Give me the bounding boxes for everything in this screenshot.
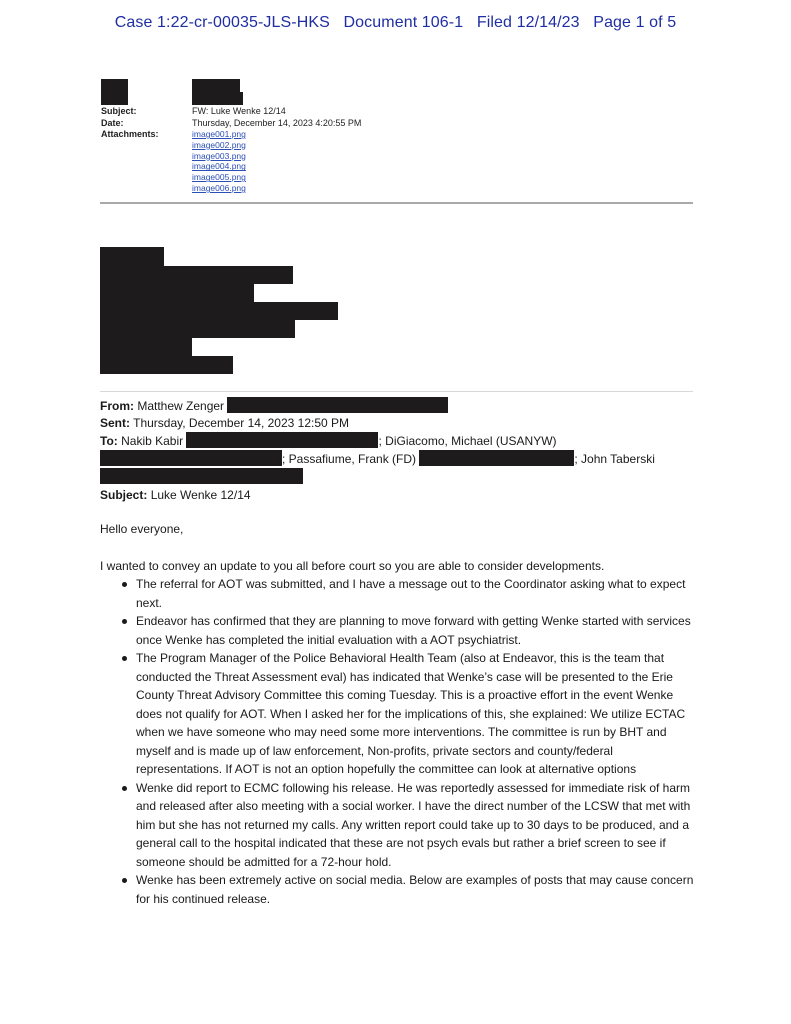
to-row — [100, 432, 557, 449]
date-value: Thursday, December 14, 2023 4:20:55 PM — [192, 118, 362, 128]
to-recipient-2: ; DiGiacomo, Michael (USANYW) — [378, 434, 557, 448]
attachment-link[interactable]: image005.png — [192, 172, 246, 183]
to-row-continued — [100, 450, 655, 467]
sent-value: Thursday, December 14, 2023 12:50 PM — [133, 416, 350, 430]
to-label: To: — [100, 434, 118, 448]
subject-label: Subject: — [101, 106, 137, 116]
redaction-to-email-4 — [100, 468, 303, 484]
list-item-text: The referral for AOT was submitted, and I have a message out to the Coordinator asking what to expect next. — [136, 577, 686, 610]
bullet-icon — [122, 619, 127, 624]
case-header: Case 1:22-cr-00035-JLS-HKS Document 106-1 Filed 12/14/23 Page 1 of 5 — [114, 14, 677, 31]
subject-value: FW: Luke Wenke 12/14 — [192, 106, 286, 116]
attachment-link[interactable]: image001.png — [192, 129, 246, 139]
redaction-to-email-1 — [186, 432, 378, 448]
redaction-block-line — [100, 247, 164, 266]
redaction-from-email — [227, 397, 448, 413]
to-recipient-4: ; John Taberski — [574, 452, 655, 466]
from-label: From: — [100, 399, 134, 413]
redaction-to-email-3 — [419, 450, 574, 466]
list-item-text: The Program Manager of the Police Behavioral Health Team (also at Endeavor, this is the team that conducted the Threat Assessment eval) has indicated that Wenke’s case will be presented to the Erie County Threat Advisory Committee this coming Tuesday. This is a proactive effort in the event Wenke does not qualify for AOT. When I asked her for the implications of this, she explained: We utilize ECTAC when we have someone who may need some more interventions. The committee is run by BHT and myself and is made up of law enforcement, Non-profits, private sectors and county/federal representations. If AOT is not an option hopefully the committee can look at alternative options — [136, 651, 686, 776]
email-subject-value: Luke Wenke 12/14 — [150, 488, 251, 502]
attachment-link[interactable]: image003.png — [192, 150, 246, 161]
bullet-icon — [122, 878, 127, 883]
attachment-link[interactable]: image004.png — [192, 161, 246, 172]
bullet-icon — [122, 582, 127, 587]
attachments-list — [192, 129, 246, 194]
bullet-icon — [122, 656, 127, 661]
redaction-to-header-2 — [192, 92, 243, 105]
redaction-block-line — [100, 338, 192, 356]
redaction-block-line — [100, 284, 254, 302]
redaction-block-line — [100, 266, 293, 284]
list-item-text: Endeavor has confirmed that they are planning to move forward with getting Wenke started with services once Wenke has completed the initial evaluation with a AOT psychiatrist. — [136, 614, 691, 647]
date-label: Date: — [101, 118, 124, 128]
subject-row — [100, 487, 251, 503]
redaction-block-line — [100, 356, 233, 374]
list-item — [100, 612, 700, 649]
to-name-1: Nakib Kabir — [121, 434, 184, 448]
list-item-text: Wenke did report to ECMC following his release. He was reportedly assessed for immediate risk of harm and released after also meeting with a social worker. I have the direct number of the LCSW that met with him but she has not returned my calls. Any written report could take up to 30 days to be produced, and a general call to the hospital indicated that these are not psych evals but rather a brief screen to see if someone should be admitted for a 72-hour hold. — [136, 780, 691, 869]
email-subject-label: Subject: — [100, 488, 148, 502]
redaction-to-header — [192, 79, 240, 92]
from-name: Matthew Zenger — [137, 399, 225, 413]
intro-paragraph: I wanted to convey an update to you all before court so you are able to consider developments. — [100, 559, 605, 573]
attachment-link[interactable]: image006.png — [192, 182, 246, 193]
list-item — [100, 575, 700, 612]
sent-row — [100, 415, 349, 431]
list-item — [100, 779, 700, 872]
bullet-icon — [122, 786, 127, 791]
list-item — [100, 649, 700, 779]
greeting: Hello everyone, — [100, 522, 184, 536]
header-divider — [100, 202, 693, 204]
sent-label: Sent: — [100, 416, 130, 430]
attachments-label: Attachments: — [101, 129, 159, 139]
redaction-to-email-2 — [100, 450, 282, 466]
message-divider — [100, 391, 693, 392]
to-recipient-3: ; Passafiume, Frank (FD) — [282, 452, 417, 466]
update-list — [100, 575, 700, 908]
from-row — [100, 397, 448, 414]
redaction-block-line — [100, 320, 295, 338]
list-item — [100, 871, 700, 908]
redaction-block-line — [100, 302, 338, 320]
attachment-link[interactable]: image002.png — [192, 139, 246, 150]
redaction-from-header — [101, 79, 128, 105]
list-item-text: Wenke has been extremely active on social media. Below are examples of posts that may cause concern for his continued release. — [136, 873, 694, 906]
